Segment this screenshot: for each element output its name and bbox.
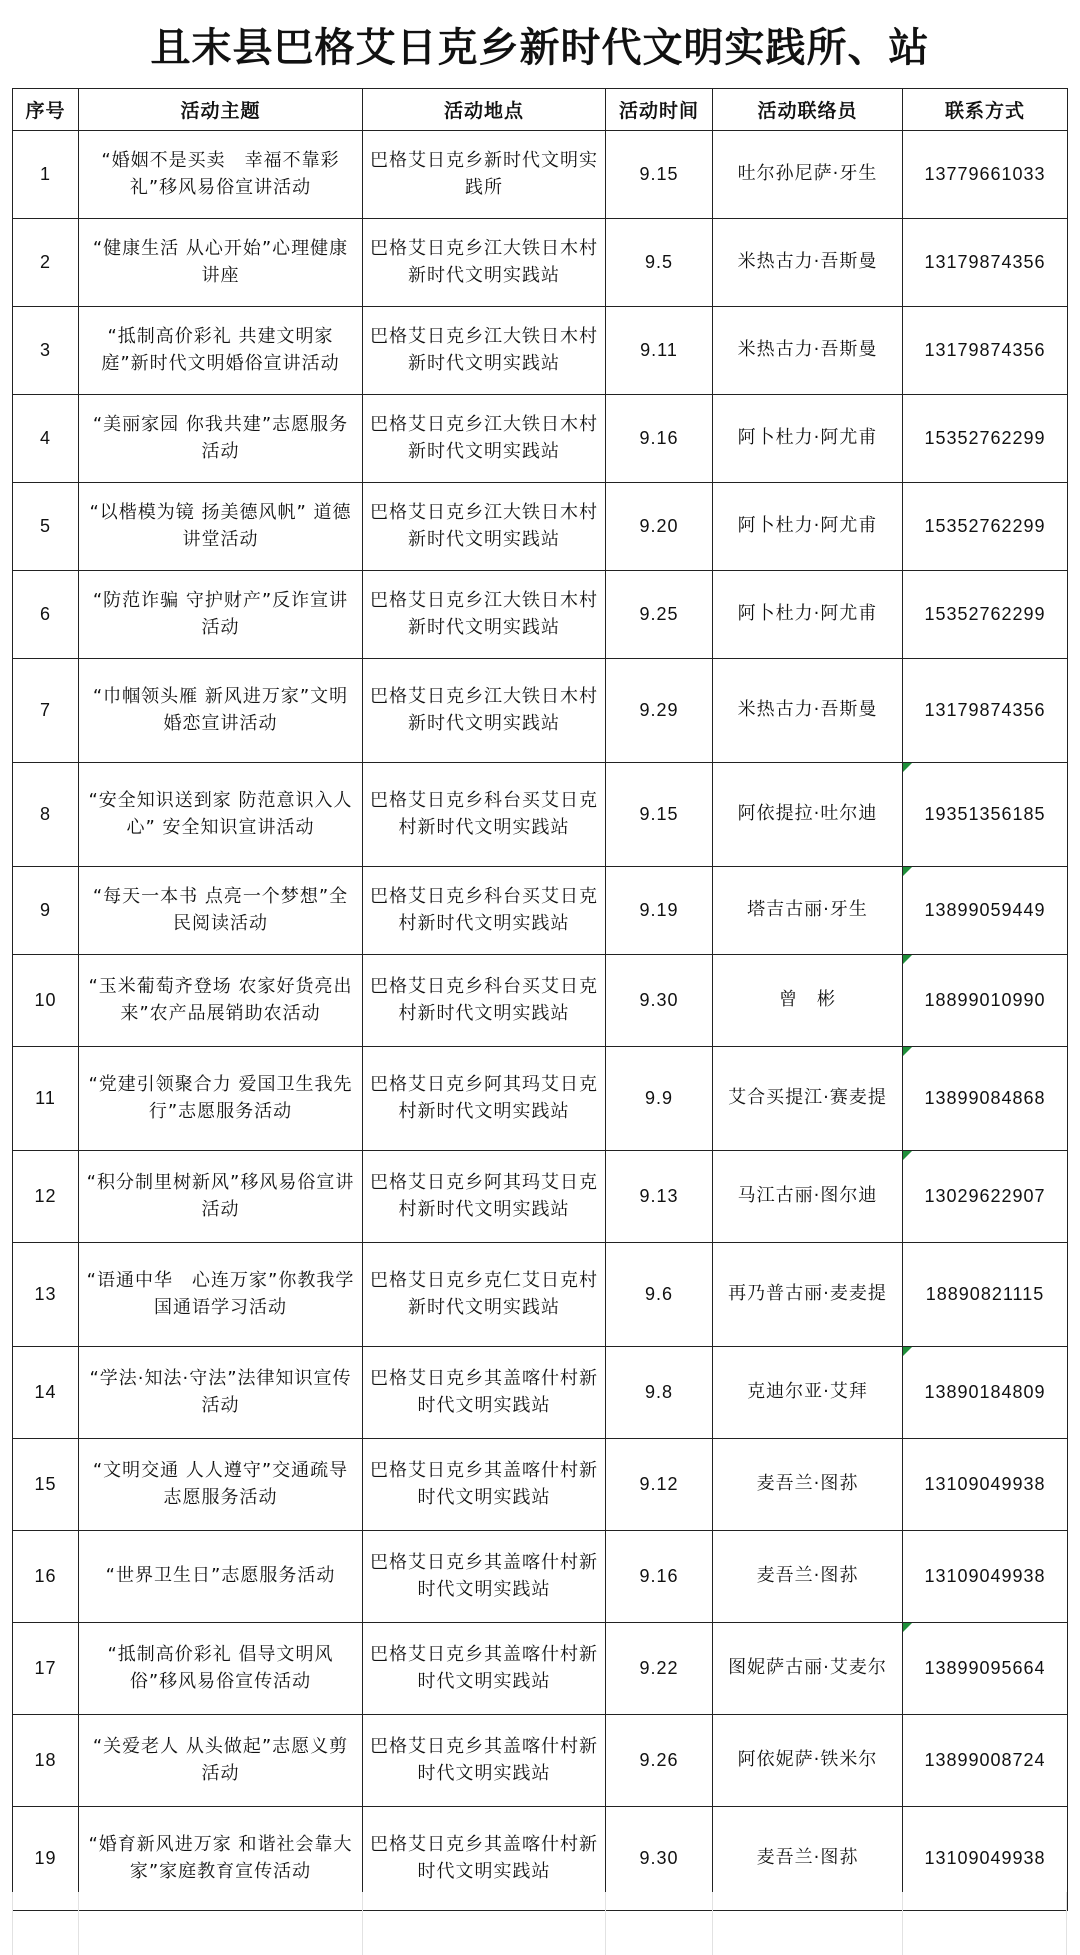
- cell-place: 巴格艾日克乡阿其玛艾日克村新时代文明实践站: [363, 1047, 606, 1151]
- cell-time: 9.25: [606, 571, 713, 659]
- cell-seq: 6: [13, 571, 79, 659]
- cell-time: 9.8: [606, 1347, 713, 1439]
- cell-place: 巴格艾日克乡其盖喀什村新时代文明实践站: [363, 1807, 606, 1911]
- cell-phone: 19351356185: [903, 763, 1068, 867]
- cell-phone: 18890821115: [903, 1243, 1068, 1347]
- header-row: [13, 89, 1068, 131]
- cell-time: 9.30: [606, 1807, 713, 1911]
- grid-line: [605, 1892, 606, 1955]
- table-row: [13, 1531, 1068, 1623]
- cell-place: 巴格艾日克乡江大铁日木村新时代文明实践站: [363, 659, 606, 763]
- table-row: [13, 1047, 1068, 1151]
- cell-time: 9.20: [606, 483, 713, 571]
- cell-time: 9.26: [606, 1715, 713, 1807]
- grid-line: [12, 1892, 13, 1955]
- cell-time: 9.29: [606, 659, 713, 763]
- cell-phone: 13890184809: [903, 1347, 1068, 1439]
- cell-contact: 吐尔孙尼萨·牙生: [713, 131, 903, 219]
- grid-line: [712, 1892, 713, 1955]
- cell-seq: 19: [13, 1807, 79, 1911]
- cell-phone: 13899095664: [903, 1623, 1068, 1715]
- cell-seq: 5: [13, 483, 79, 571]
- cell-time: 9.11: [606, 307, 713, 395]
- cell-contact: 阿卜杜力·阿尤甫: [713, 571, 903, 659]
- header-seq: 序号: [13, 89, 79, 131]
- table-row: [13, 131, 1068, 219]
- cell-phone: 13899059449: [903, 867, 1068, 955]
- cell-topic: “每天一本书 点亮一个梦想”全民阅读活动: [79, 867, 363, 955]
- cell-topic: “抵制高价彩礼 共建文明家庭”新时代文明婚俗宣讲活动: [79, 307, 363, 395]
- cell-topic: “婚姻不是买卖 幸福不靠彩礼”移风易俗宣讲活动: [79, 131, 363, 219]
- table-row: [13, 1243, 1068, 1347]
- cell-place: 巴格艾日克乡江大铁日木村新时代文明实践站: [363, 483, 606, 571]
- cell-topic: “防范诈骗 守护财产”反诈宣讲活动: [79, 571, 363, 659]
- table-row: [13, 1347, 1068, 1439]
- grid-line: [1066, 1892, 1067, 1955]
- cell-time: 9.6: [606, 1243, 713, 1347]
- table-row: [13, 867, 1068, 955]
- grid-line: [362, 1892, 363, 1955]
- cell-topic: “学法·知法·守法”法律知识宣传活动: [79, 1347, 363, 1439]
- header-topic: 活动主题: [79, 89, 363, 131]
- cell-seq: 1: [13, 131, 79, 219]
- table-row: [13, 955, 1068, 1047]
- cell-contact: 马江古丽·图尔迪: [713, 1151, 903, 1243]
- cell-place: 巴格艾日克乡其盖喀什村新时代文明实践站: [363, 1715, 606, 1807]
- cell-place: 巴格艾日克乡江大铁日木村新时代文明实践站: [363, 571, 606, 659]
- cell-place: 巴格艾日克乡阿其玛艾日克村新时代文明实践站: [363, 1151, 606, 1243]
- cell-place: 巴格艾日克乡其盖喀什村新时代文明实践站: [363, 1439, 606, 1531]
- header-place: 活动地点: [363, 89, 606, 131]
- cell-contact: 麦吾兰·图荪: [713, 1807, 903, 1911]
- cell-phone: 15352762299: [903, 571, 1068, 659]
- cell-seq: 11: [13, 1047, 79, 1151]
- header-time: 活动时间: [606, 89, 713, 131]
- table-row: [13, 1151, 1068, 1243]
- cell-topic: “玉米葡萄齐登场 农家好货亮出来”农产品展销助农活动: [79, 955, 363, 1047]
- cell-time: 9.12: [606, 1439, 713, 1531]
- cell-contact: 米热古力·吾斯曼: [713, 659, 903, 763]
- table-row: [13, 395, 1068, 483]
- header-contact: 活动联络员: [713, 89, 903, 131]
- cell-contact: 麦吾兰·图荪: [713, 1439, 903, 1531]
- cell-place: 巴格艾日克乡其盖喀什村新时代文明实践站: [363, 1623, 606, 1715]
- empty-grid-area: [12, 1892, 1067, 1955]
- cell-phone: 13179874356: [903, 659, 1068, 763]
- cell-place: 巴格艾日克乡科台买艾日克村新时代文明实践站: [363, 955, 606, 1047]
- cell-phone: 13109049938: [903, 1807, 1068, 1911]
- cell-topic: “婚育新风进万家 和谐社会靠大家”家庭教育宣传活动: [79, 1807, 363, 1911]
- table-row: [13, 307, 1068, 395]
- cell-topic: “安全知识送到家 防范意识入人心” 安全知识宣讲活动: [79, 763, 363, 867]
- cell-place: 巴格艾日克乡江大铁日木村新时代文明实践站: [363, 307, 606, 395]
- table-row: [13, 1623, 1068, 1715]
- cell-contact: 克迪尔亚·艾拜: [713, 1347, 903, 1439]
- cell-contact: 艾合买提江·赛麦提: [713, 1047, 903, 1151]
- cell-place: 巴格艾日克乡江大铁日木村新时代文明实践站: [363, 395, 606, 483]
- cell-phone: 13029622907: [903, 1151, 1068, 1243]
- cell-time: 9.22: [606, 1623, 713, 1715]
- cell-time: 9.30: [606, 955, 713, 1047]
- page-title: 且末县巴格艾日克乡新时代文明实践所、站: [150, 24, 930, 71]
- cell-topic: “美丽家园 你我共建”志愿服务活动: [79, 395, 363, 483]
- table-row: [13, 219, 1068, 307]
- cell-topic: “以楷模为镜 扬美德风帆” 道德讲堂活动: [79, 483, 363, 571]
- cell-topic: “世界卫生日”志愿服务活动: [79, 1531, 363, 1623]
- cell-topic: “文明交通 人人遵守”交通疏导志愿服务活动: [79, 1439, 363, 1531]
- cell-place: 巴格艾日克乡克仁艾日克村新时代文明实践站: [363, 1243, 606, 1347]
- cell-phone: 13179874356: [903, 307, 1068, 395]
- cell-phone: 15352762299: [903, 395, 1068, 483]
- cell-phone: 13899084868: [903, 1047, 1068, 1151]
- cell-seq: 9: [13, 867, 79, 955]
- cell-contact: 阿依提拉·吐尔迪: [713, 763, 903, 867]
- cell-seq: 3: [13, 307, 79, 395]
- cell-phone: 15352762299: [903, 483, 1068, 571]
- cell-contact: 麦吾兰·图荪: [713, 1531, 903, 1623]
- header-phone: 联系方式: [903, 89, 1068, 131]
- cell-time: 9.15: [606, 131, 713, 219]
- cell-contact: 塔吉古丽·牙生: [713, 867, 903, 955]
- cell-phone: 18899010990: [903, 955, 1068, 1047]
- cell-seq: 17: [13, 1623, 79, 1715]
- cell-time: 9.16: [606, 395, 713, 483]
- cell-time: 9.16: [606, 1531, 713, 1623]
- cell-time: 9.15: [606, 763, 713, 867]
- cell-phone: 13779661033: [903, 131, 1068, 219]
- table-row: [13, 763, 1068, 867]
- cell-place: 巴格艾日克乡科台买艾日克村新时代文明实践站: [363, 867, 606, 955]
- cell-seq: 14: [13, 1347, 79, 1439]
- table-row: [13, 483, 1068, 571]
- cell-topic: “积分制里树新风”移风易俗宣讲活动: [79, 1151, 363, 1243]
- grid-line: [78, 1892, 79, 1955]
- cell-time: 9.5: [606, 219, 713, 307]
- cell-seq: 7: [13, 659, 79, 763]
- cell-place: 巴格艾日克乡其盖喀什村新时代文明实践站: [363, 1531, 606, 1623]
- cell-phone: 13899008724: [903, 1715, 1068, 1807]
- cell-contact: 米热古力·吾斯曼: [713, 307, 903, 395]
- table-row: [13, 1439, 1068, 1531]
- cell-contact: 阿卜杜力·阿尤甫: [713, 483, 903, 571]
- cell-phone: 13109049938: [903, 1531, 1068, 1623]
- cell-seq: 16: [13, 1531, 79, 1623]
- cell-topic: “巾帼领头雁 新风进万家”文明婚恋宣讲活动: [79, 659, 363, 763]
- activity-table: [12, 88, 1068, 1911]
- cell-contact: 阿卜杜力·阿尤甫: [713, 395, 903, 483]
- cell-phone: 13179874356: [903, 219, 1068, 307]
- cell-seq: 8: [13, 763, 79, 867]
- cell-seq: 18: [13, 1715, 79, 1807]
- cell-seq: 13: [13, 1243, 79, 1347]
- cell-phone: 13109049938: [903, 1439, 1068, 1531]
- cell-topic: “关爱老人 从头做起”志愿义剪活动: [79, 1715, 363, 1807]
- cell-contact: 曾 彬: [713, 955, 903, 1047]
- cell-seq: 12: [13, 1151, 79, 1243]
- cell-contact: 米热古力·吾斯曼: [713, 219, 903, 307]
- cell-place: 巴格艾日克乡江大铁日木村新时代文明实践站: [363, 219, 606, 307]
- cell-seq: 4: [13, 395, 79, 483]
- cell-topic: “语通中华 心连万家”你教我学国通语学习活动: [79, 1243, 363, 1347]
- cell-seq: 15: [13, 1439, 79, 1531]
- cell-seq: 2: [13, 219, 79, 307]
- cell-topic: “抵制高价彩礼 倡导文明风俗”移风易俗宣传活动: [79, 1623, 363, 1715]
- cell-topic: “党建引领聚合力 爱国卫生我先行”志愿服务活动: [79, 1047, 363, 1151]
- table-row: [13, 659, 1068, 763]
- cell-place: 巴格艾日克乡新时代文明实践所: [363, 131, 606, 219]
- table-row: [13, 1715, 1068, 1807]
- cell-time: 9.9: [606, 1047, 713, 1151]
- cell-place: 巴格艾日克乡科台买艾日克村新时代文明实践站: [363, 763, 606, 867]
- table-row: [13, 571, 1068, 659]
- cell-topic: “健康生活 从心开始”心理健康讲座: [79, 219, 363, 307]
- cell-contact: 图妮萨古丽·艾麦尔: [713, 1623, 903, 1715]
- cell-time: 9.19: [606, 867, 713, 955]
- cell-contact: 再乃普古丽·麦麦提: [713, 1243, 903, 1347]
- cell-time: 9.13: [606, 1151, 713, 1243]
- cell-place: 巴格艾日克乡其盖喀什村新时代文明实践站: [363, 1347, 606, 1439]
- cell-seq: 10: [13, 955, 79, 1047]
- grid-line: [902, 1892, 903, 1955]
- cell-contact: 阿依妮萨·铁米尔: [713, 1715, 903, 1807]
